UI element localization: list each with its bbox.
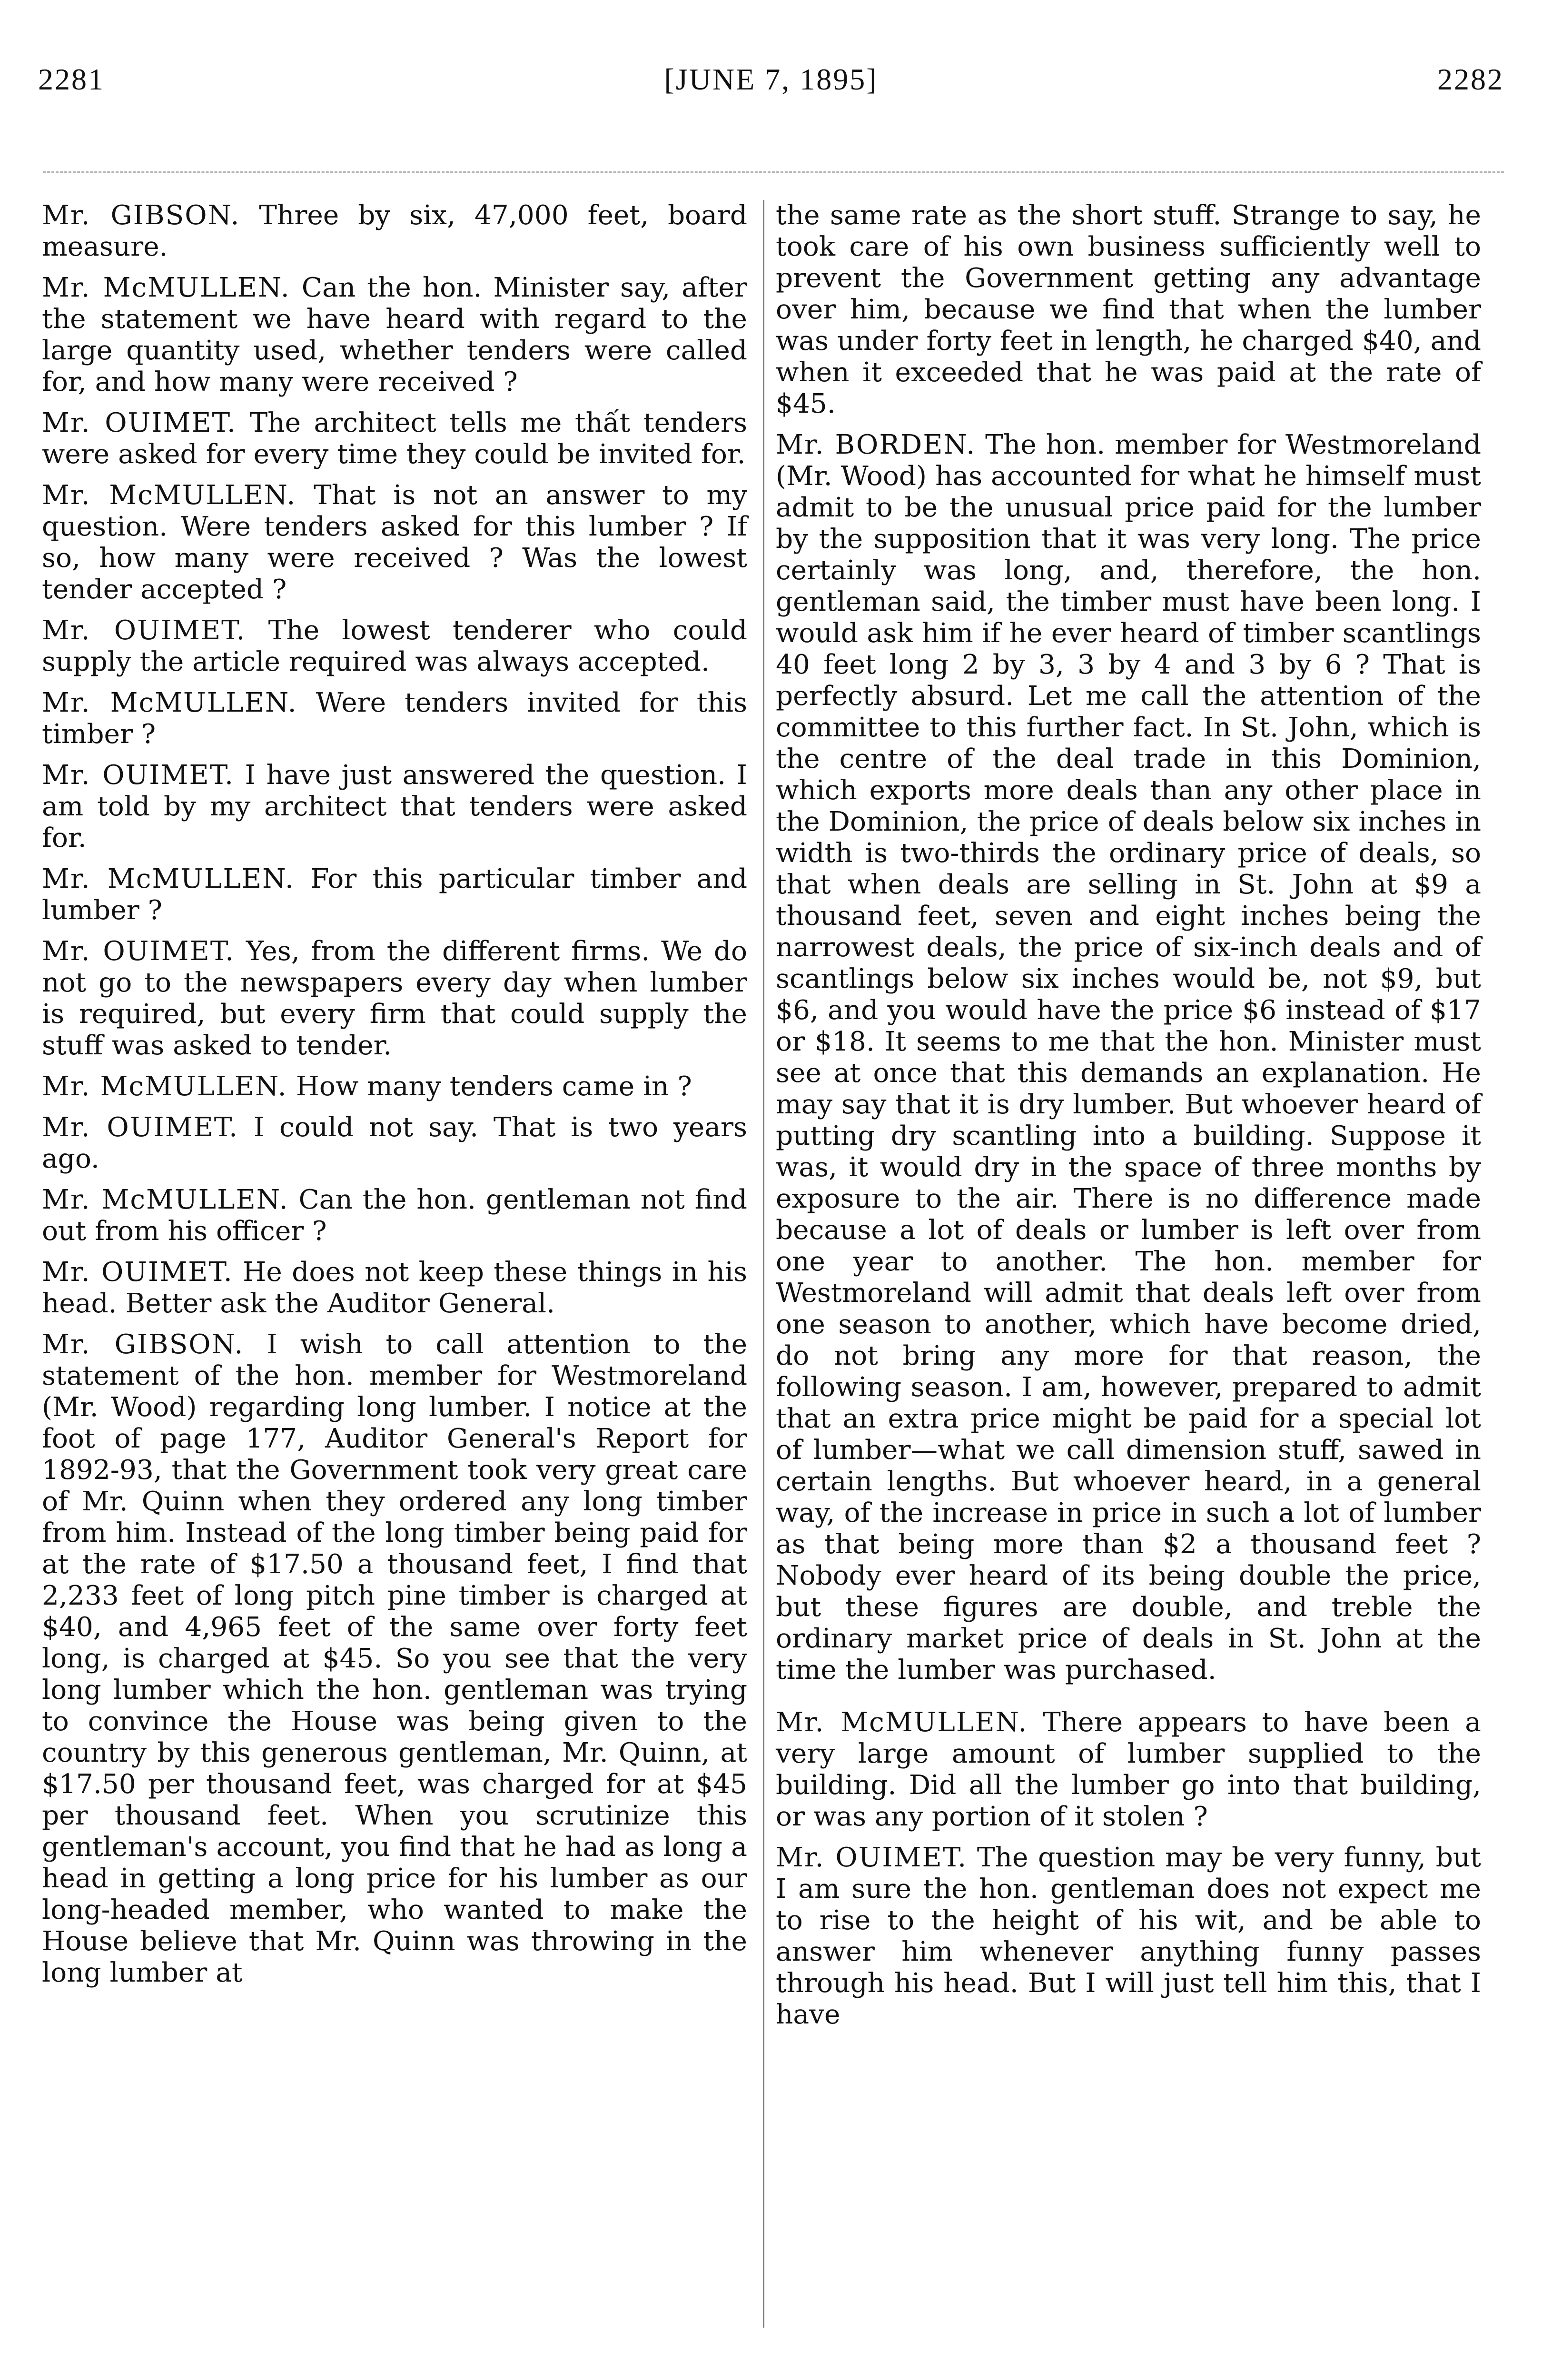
paragraph [776,429,1481,1686]
paragraph [42,760,747,854]
right-column [776,200,1481,2040]
paragraph [776,1707,1481,1833]
paragraph-text: Yes, from the different firms. We do not go to the newspapers every day when lumber is required, but every firm that could supply the stuff was asked to tender. [42,936,748,1061]
speaker-name: Mr. BORDEN. [776,429,976,460]
paragraph [42,1329,747,1989]
paragraph [42,1257,747,1319]
paragraph [42,407,747,470]
page-date: [JUNE 7, 1895] [664,62,878,96]
speaker-name: Mr. McMULLEN. [42,272,290,303]
speaker-name: Mr. GIBSON. [42,1329,244,1360]
paragraph-text: Can the hon. gentleman not find out from his officer ? [42,1184,747,1247]
paragraph [42,615,747,678]
paragraph-text: He does not keep these things in his head. Better ask the Auditor General. [42,1257,747,1319]
speaker-name: Mr. McMULLEN. [42,1071,287,1102]
column-divider [763,200,764,2328]
paragraph [42,936,747,1061]
header-rule [43,171,1504,173]
speaker-name: Mr. OUIMET. [42,1257,233,1288]
speaker-name: Mr. GIBSON. [42,200,240,231]
speaker-name: Mr. OUIMET. [42,760,234,791]
paragraph-text: Were tenders invited for this timber ? [42,687,747,750]
speaker-name: Mr. McMULLEN. [42,1184,289,1215]
speaker-name: Mr. McMULLEN. [42,863,295,894]
paragraph-text: I have just answered the question. I am told by my architect that tenders were asked for. [42,760,748,853]
speaker-name: Mr. McMULLEN. [42,480,297,511]
speaker-name: Mr. McMULLEN. [776,1707,1028,1738]
paragraph-text: There appears to have been a very large amount of lumber supplied to the building. Did all the lumber go into that building, or was any portion of it stolen ? [776,1707,1481,1832]
speaker-name: Mr. OUIMET. [42,615,246,646]
speaker-name: Mr. OUIMET. [776,1842,968,1873]
paragraph-text: That is not an answer to my question. Were tenders asked for this lumber ? If so, how many were received ? Was the lowest tender accepted ? [42,480,747,605]
speaker-name: Mr. OUIMET. [42,936,235,967]
paragraph-text: The architect tells me thất tenders were asked for every time they could be invited for. [42,407,748,470]
paragraph-text: Can the hon. Minister say, after the statement we have heard with regard to the large quantity used, whether tenders were called for, and how many were received ? [42,272,748,397]
paragraph [42,1071,747,1102]
paragraph-text: The lowest tenderer who could supply the article required was always accepted. [42,615,748,677]
paragraph [42,200,747,263]
paragraph [42,863,747,926]
paragraph [42,687,747,750]
paragraph-text: I could not say. That is two years ago. [42,1112,748,1174]
paragraph-text: How many tenders came in ? [287,1071,692,1102]
paragraph-text: I wish to call attention to the statement of the hon. member for Westmoreland (Mr. Wood) regarding long lumber. I notice at the foot of page 177, Auditor General's Report for 1892-93, that the Government took very great care of Mr. Quinn when they ordered any long timber from him. Instead of the long timber being paid for at the rate of $17.50 a thousand feet, I find that 2,233 feet of long pitch pine timber is charged at $40, and 4,965 feet of the same over forty feet long, is charged at $45. So you see that the very long lumber which the hon. gentleman was trying to convince the House was being given to the country by this generous gentleman, Mr. Quinn, at $17.50 per thousand feet, was charged for at $45 per thousand feet. When you scrutinize this gentleman's account, you find that he had as long a head in getting a long price for his lumber as our long-headed member, who wanted to make the House believe that Mr. Quinn was throwing in the long lumber at [42,1329,747,1988]
paragraph [776,200,1481,420]
paragraph-text: Three by six, 47,000 feet, board measure. [42,200,747,262]
paragraph-text: The hon. member for Westmoreland (Mr. Wood) has accounted for what he himself must admit to be the unusual price paid for the lumber by the supposition that it was very long. The price certainly was long, and, therefore, the hon. gentleman said, the timber must have been long. I would ask him if he ever heard of timber scantlings 40 feet long 2 by 3, 3 by 4 and 3 by 6 ? That is perfectly absurd. Let me call the attention of the committee to this further fact. In St. John, which is the centre of the deal trade in this Dominion, which exports more deals than any other place in the Dominion, the price of deals below six inches in width is two-thirds the ordinary price of deals, so that when deals are selling in St. John at $9 a thousand feet, seven and eight inches being the narrowest deals, the price of six-inch deals and of scantlings below six inches would be, not $9, but $6, and you would have the price $6 instead of $17 or $18. It seems to me that the hon. Minister must see at once that this demands an explanation. He may say that it is dry lumber. But whoever heard of putting dry scantling into a building. Suppose it was, it would dry in the space of three months by exposure to the air. There is no difference made because a lot of deals or lumber is left over from one year to another. The hon. member for Westmoreland will admit that deals left over from one season to another, which have become dried, do not bring any more for that reason, the following season. I am, however, prepared to admit that an extra price might be paid for a special lot of lumber—what we call dimension stuff, sawed in certain lengths. But whoever heard, in a general way, of the increase in price in such a lot of lumber as that being more than $2 a thousand feet ? Nobody ever heard of its being double the price, but these figures are double, and treble the ordinary market price of deals in St. John at the time the lumber was purchased. [776,429,1481,1686]
speaker-name: Mr. McMULLEN. [42,687,297,718]
paragraph-text: the same rate as the short stuff. Strange to say, he took care of his own business sufficiently well to prevent the Government getting any advantage over him, because we find that when the lumber was under forty feet in length, he charged $40, and when it exceeded that he was paid at the rate of $45. [776,200,1481,419]
paragraph [42,1184,747,1247]
left-page-number: 2281 [38,62,105,96]
paragraph [776,1842,1481,2031]
paragraph [42,1112,747,1175]
paragraph [42,480,747,605]
speaker-name: Mr. OUIMET. [42,407,237,438]
paragraph-text: The question may be very funny, but I am sure the hon. gentleman does not expect me to rise to the height of his wit, and be able to answer him whenever anything funny passes through his head. But I will just tell him this, that I have [776,1842,1481,2030]
left-column [42,200,747,1998]
right-page-number: 2282 [1437,62,1504,96]
page-header [38,62,1504,100]
paragraph-text: For this particular timber and lumber ? [42,863,748,926]
speaker-name: Mr. OUIMET. [42,1112,239,1143]
paragraph [42,272,747,398]
